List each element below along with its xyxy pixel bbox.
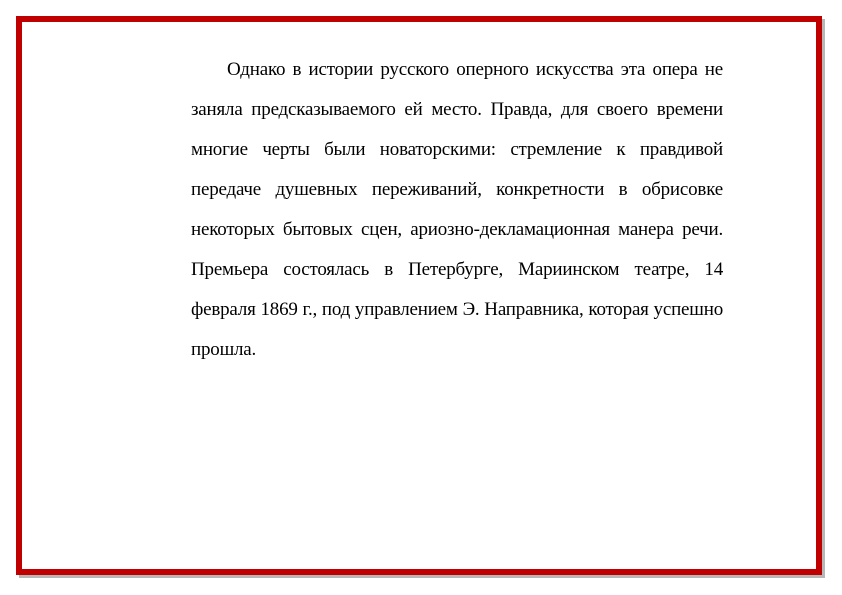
text-block: [191, 50, 723, 370]
body-paragraph: Однако в истории русского оперного искусства эта опера не заняла предсказываемого ей место. Правда, для своего времени многие черты были новаторскими: стремление к правдивой передаче душевных переживаний, конкретности в обрисовке некоторых бытовых сцен, ариозно-декламационная манера речи. Премьера состоялась в Петербурге, Мариинском театре, 14 февраля 1869 г., под управлением Э. Направника, которая успешно прошла.: [191, 59, 723, 360]
